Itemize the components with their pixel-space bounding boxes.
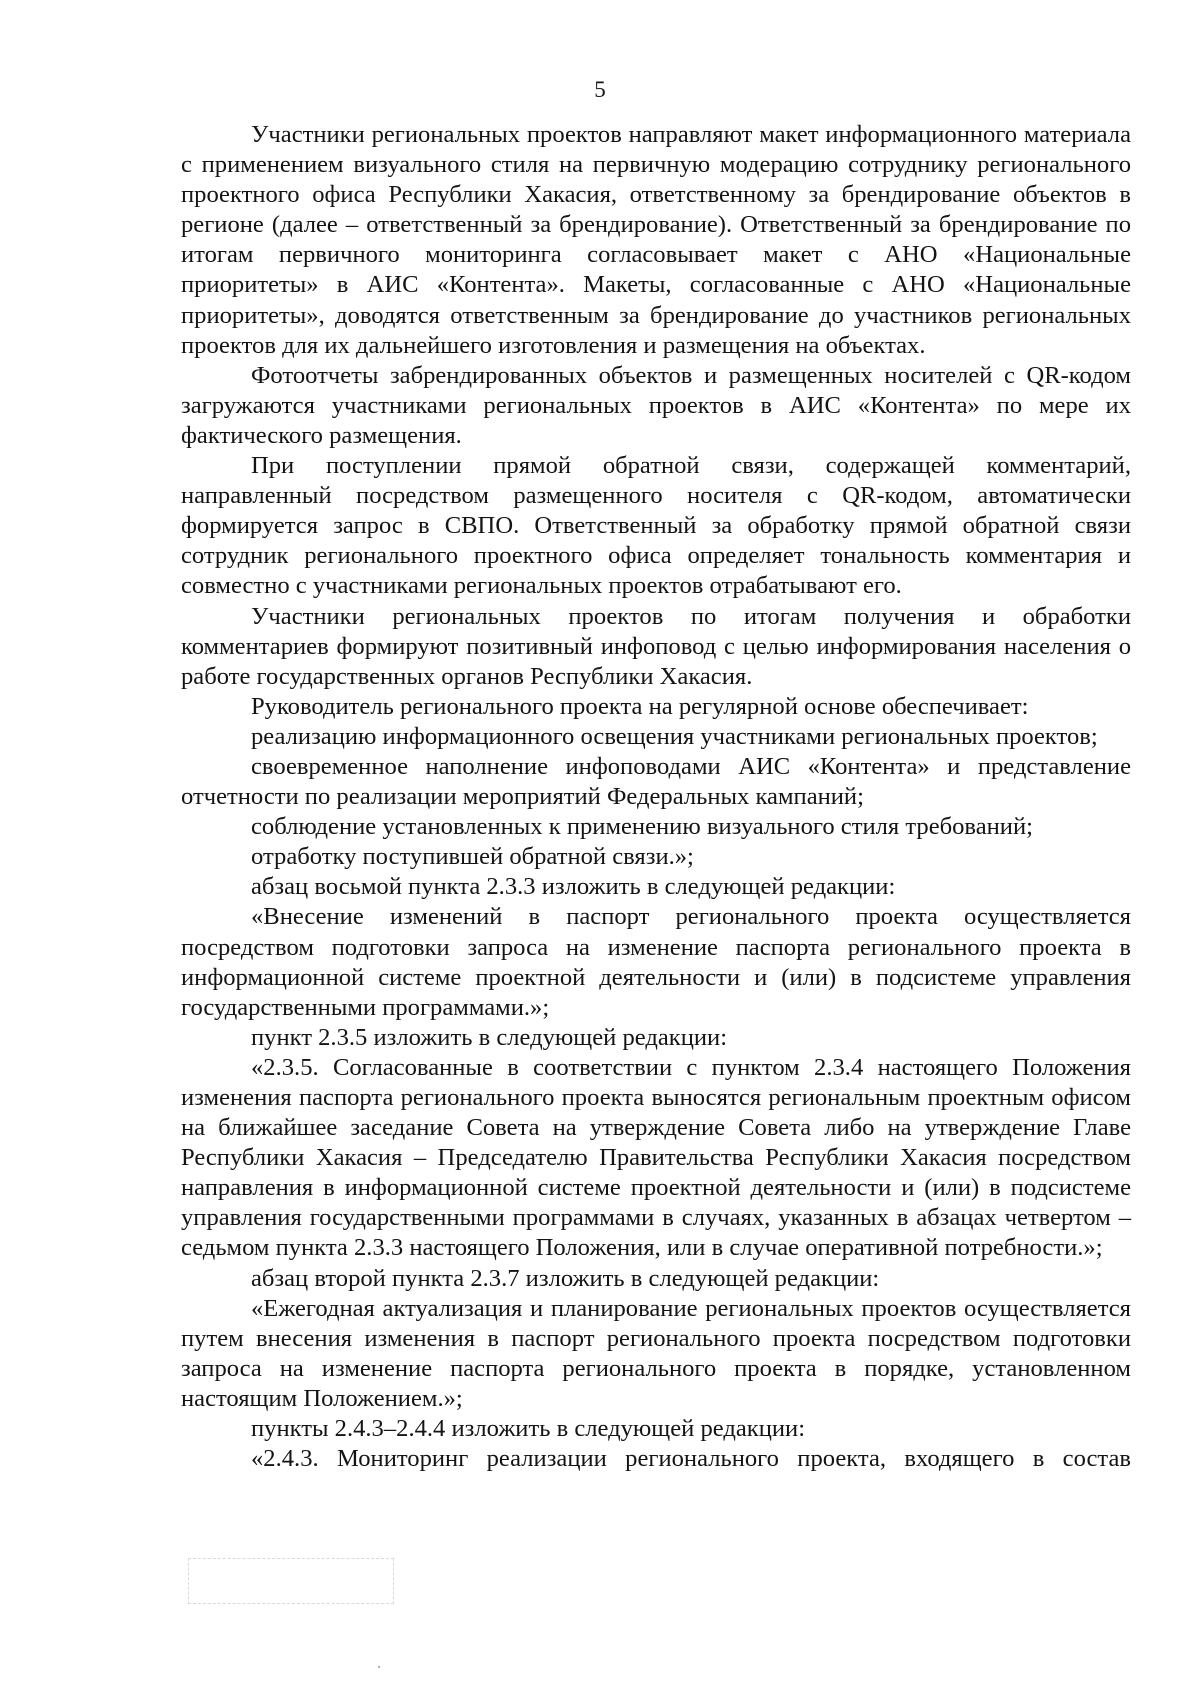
paragraph: При поступлении прямой обратной связи, содержащей комментарий, направленный посредством размещенного носителя с QR-кодом, автоматически формируется запрос в СВПО. Ответственный за обработку прямой обратной связи сотрудник регионального проектного офиса определяет тональность комментария и совместно с участниками региональных проектов отрабатывают его.: [181, 452, 1131, 600]
quoted-paragraph: «2.4.3. Мониторинг реализации регионального проекта, входящего в состав: [251, 1445, 1131, 1473]
faded-registration-stamp: [188, 1558, 394, 1604]
quoted-paragraph: «Ежегодная актуализация и планирование региональных проектов осуществляется путем внесения изменения в паспорт регионального проекта посредством подготовки запроса на изменение паспорта регионального проекта в порядке, установленном настоящим Положением.»;: [181, 1294, 1131, 1412]
list-item: реализацию информационного освещения участниками региональных проектов;: [251, 722, 1098, 750]
paragraph: абзац второй пункта 2.3.7 изложить в следующей редакции:: [251, 1264, 880, 1292]
paragraph: абзац восьмой пункта 2.3.3 изложить в следующей редакции:: [251, 873, 896, 901]
paragraph: пункт 2.3.5 изложить в следующей редакции:: [251, 1023, 728, 1051]
quoted-paragraph: «2.3.5. Согласованные в соответствии с пунктом 2.3.4 настоящего Положения изменения паспорта регионального проекта выносятся региональным проектным офисом на ближайшее заседание Совета на утверждение Совета либо на утверждение Главе Республики Хакасия – Председателю Правительства Республики Хакасия посредством направления в информационной системе проектной деятельности и (или) в подсистеме управления государственными программами в случаях, указанных в абзацах четвертом – седьмом пункта 2.3.3 настоящего Положения, или в случае оперативной потребности.»;: [181, 1053, 1131, 1262]
document-body: [181, 120, 1131, 1474]
quoted-paragraph: «Внесение изменений в паспорт регионального проекта осуществляется посредством подготовки запроса на изменение паспорта регионального проекта в информационной системе проектной деятельности и (или) в подсистеме управления государственными программами.»;: [181, 903, 1131, 1021]
list-item: своевременное наполнение инфоповодами АИС «Контента» и представление отчетности по реализации мероприятий Федеральных кампаний;: [181, 752, 1131, 811]
paragraph: пункты 2.4.3–2.4.4 изложить в следующей редакции:: [251, 1415, 806, 1443]
paragraph: Участники региональных проектов направляют макет информационного материала с применением визуального стиля на первичную модерацию сотруднику регионального проектного офиса Республики Хакасия, ответственному за брендирование объектов в регионе (далее – ответственный за брендирование). Ответственный за брендирование по итогам первичного мониторинга согласовывает макет с АНО «Национальные приоритеты» в АИС «Контента». Макеты, согласованные с АНО «Национальные приоритеты», доводятся ответственным за брендирование до участников региональных проектов для их дальнейшего изготовления и размещения на объектах.: [181, 121, 1131, 359]
paragraph: Участники региональных проектов по итогам получения и обработки комментариев формируют позитивный инфоповод с целью информирования населения о работе государственных органов Республики Хакасия.: [181, 602, 1131, 690]
list-item: отработку поступившей обратной связи.»;: [251, 843, 694, 871]
scan-speck: [378, 1666, 380, 1668]
page-number: 5: [594, 77, 606, 102]
list-item: соблюдение установленных к применению визуального стиля требований;: [251, 813, 1033, 841]
paragraph: Фотоотчеты забрендированных объектов и размещенных носителей с QR-кодом загружаются участниками региональных проектов в АИС «Контента» по мере их фактического размещения.: [181, 361, 1131, 449]
paragraph: Руководитель регионального проекта на регулярной основе обеспечивает:: [251, 692, 1029, 720]
